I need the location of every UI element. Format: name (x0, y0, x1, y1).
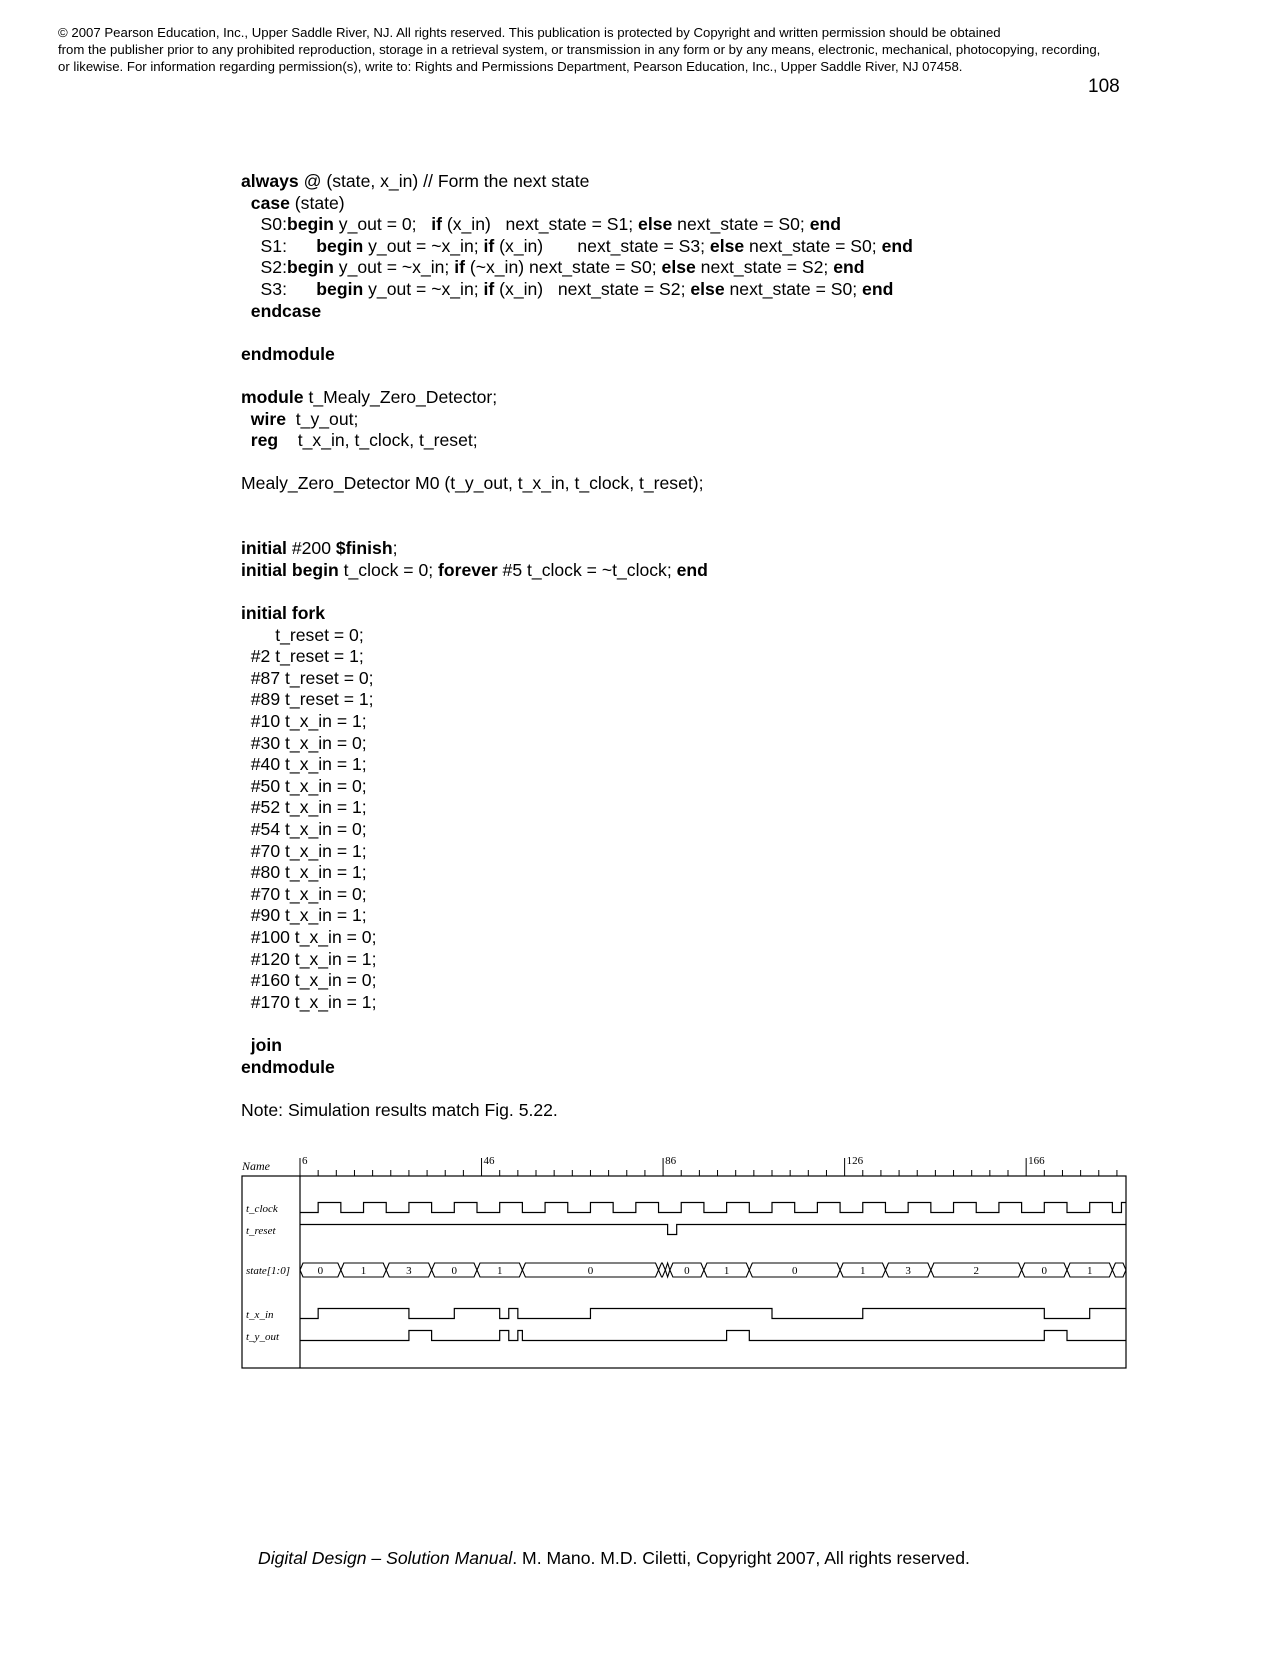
bus-value-label: 1 (496, 1265, 503, 1277)
bus-segment (659, 1263, 666, 1277)
code-line (241, 386, 497, 408)
bus-value-label: 1 (723, 1265, 730, 1277)
code-keyword: reg (250, 430, 279, 451)
code-keyword: initial (241, 538, 287, 559)
code-keyword: begin (316, 279, 364, 299)
code-text: #200 (286, 538, 336, 559)
code-keyword: begin (316, 235, 364, 256)
code-keyword: if (483, 279, 495, 299)
copyright-line: from the publisher prior to any prohibited reproduction, storage in a retrieval system, or transmission in any form or by any means, electronic, mechanical, photocopying, recording, (58, 42, 1101, 57)
code-line (241, 1056, 335, 1078)
code-text: y_out = ~x_in; (363, 235, 484, 256)
page-footer (258, 1548, 970, 1569)
code-text: (x_in) next_state = S3; (494, 235, 710, 256)
code-text: #30 t_x_in = 0; (241, 732, 367, 753)
code-text: #52 t_x_in = 1; (241, 797, 367, 818)
code-keyword: wire (250, 408, 286, 429)
code-line (241, 840, 367, 862)
code-line (241, 732, 367, 754)
code-keyword: end (809, 214, 841, 235)
code-keyword: else (661, 257, 696, 278)
code-keyword: case (250, 192, 290, 213)
bus-value-label: 3 (406, 1265, 412, 1277)
code-keyword: if (483, 235, 495, 256)
code-text: ; (392, 538, 398, 559)
ruler-tick-label: 86 (665, 1155, 677, 1167)
code-line (241, 559, 708, 581)
signal-name-state-1-0-: state[1:0] (246, 1265, 290, 1277)
code-text: #50 t_x_in = 0; (241, 775, 367, 796)
bus-value-label: 1 (360, 1265, 367, 1277)
code-text: #5 t_clock = ~t_clock; (497, 559, 677, 580)
code-text: t_Mealy_Zero_Detector; (303, 387, 498, 407)
code-line (241, 861, 367, 883)
code-line (241, 343, 335, 365)
code-keyword: if (454, 257, 465, 278)
code-line (241, 213, 841, 235)
bus-value-label: 1 (860, 1265, 866, 1277)
code-line (241, 408, 358, 430)
ruler-tick-label: 126 (846, 1155, 864, 1167)
code-text: (x_in) next_state = S1; (441, 214, 639, 235)
code-line (241, 710, 367, 732)
code-text: Note: Simulation results match Fig. 5.22. (241, 1099, 558, 1120)
code-keyword: begin (286, 214, 334, 235)
bus-value-label: 0 (684, 1265, 690, 1277)
code-text: #80 t_x_in = 1; (241, 862, 367, 883)
code-text: t_reset = 0; (241, 624, 364, 645)
footer-book-title: Digital Design – Solution Manual (258, 1548, 513, 1568)
code-text: #10 t_x_in = 1; (241, 711, 367, 731)
code-keyword: end (676, 559, 708, 580)
code-keyword: end (881, 235, 913, 256)
signal-name-t-reset: t_reset (246, 1225, 276, 1237)
code-text (241, 430, 251, 450)
code-line (241, 969, 376, 991)
code-line (241, 775, 367, 797)
code-line (241, 948, 376, 970)
code-line (241, 1099, 558, 1121)
code-line (241, 429, 478, 451)
code-line (241, 796, 367, 818)
code-line (241, 278, 893, 300)
code-line (241, 192, 345, 214)
code-text: (x_in) next_state = S2; (494, 279, 691, 299)
code-line (241, 1034, 282, 1056)
bus-value-label: 0 (791, 1265, 798, 1277)
bus-value-label: 3 (905, 1265, 911, 1277)
code-keyword: else (690, 279, 725, 299)
signal-name-t-y-out: t_y_out (246, 1331, 279, 1343)
code-line (241, 235, 913, 257)
code-text: #89 t_reset = 1; (241, 689, 374, 710)
code-keyword: endmodule (241, 1056, 335, 1077)
code-keyword: else (709, 235, 745, 256)
code-text: #120 t_x_in = 1; (241, 948, 377, 969)
code-keyword: $finish (335, 538, 393, 559)
code-text: (state) (289, 192, 345, 213)
code-line (241, 904, 367, 926)
code-line (241, 624, 364, 646)
code-line (241, 602, 325, 624)
code-line (241, 472, 704, 494)
bus-segment (1112, 1263, 1126, 1277)
code-text: @ (state, x_in) // Form the next state (298, 171, 590, 191)
timing-diagram-svg (238, 1152, 1136, 1382)
code-line (241, 818, 367, 840)
code-text (241, 1035, 251, 1055)
bus-value-label: 0 (451, 1265, 458, 1277)
code-text (241, 193, 251, 213)
copyright-line: or likewise. For information regarding permission(s), write to: Rights and Permissions Department, Pearson Education, Inc., Upper Saddle River, NJ 07458. (58, 59, 963, 74)
copyright-notice (58, 24, 1228, 75)
ruler-tick-label: 166 (1028, 1155, 1045, 1167)
code-text: #70 t_x_in = 0; (241, 883, 367, 904)
code-text: (~x_in) next_state = S0; (464, 257, 662, 278)
code-line (241, 991, 376, 1013)
code-keyword: module (241, 387, 304, 407)
code-keyword: else (638, 214, 673, 235)
code-text (241, 301, 251, 321)
name-column-header: Name (242, 1159, 270, 1173)
waveform-t-reset (300, 1225, 1126, 1235)
code-text: S0: (241, 214, 287, 235)
code-text: S1: (241, 235, 317, 256)
bus-value-label: 2 (973, 1265, 979, 1277)
code-keyword: endmodule (241, 343, 335, 364)
code-line (241, 926, 376, 948)
code-text: #2 t_reset = 1; (241, 646, 364, 667)
waveform-t-clock (300, 1203, 1126, 1213)
bus-value-label: 0 (587, 1265, 594, 1277)
bus-segment (665, 1263, 670, 1277)
code-text: y_out = 0; (333, 214, 432, 235)
code-text: t_y_out; (286, 408, 359, 429)
code-text: #100 t_x_in = 0; (241, 927, 377, 947)
waveform-t-x-in (300, 1309, 1126, 1319)
code-text (241, 409, 251, 429)
code-line (241, 688, 374, 710)
signal-name-t-x-in: t_x_in (246, 1309, 274, 1321)
bus-value-label: 0 (317, 1265, 324, 1277)
code-keyword: end (833, 257, 865, 278)
signal-name-t-clock: t_clock (246, 1203, 278, 1215)
code-text: #87 t_reset = 0; (241, 667, 374, 688)
code-text: y_out = ~x_in; (333, 257, 455, 278)
code-text: t_clock = 0; (338, 559, 439, 580)
code-keyword: initial begin (241, 559, 339, 580)
timing-diagram (238, 1152, 1136, 1382)
code-keyword: end (862, 279, 894, 299)
page-number: 108 (1088, 76, 1120, 97)
code-line (241, 300, 321, 322)
bus-value-label: 1 (1086, 1265, 1093, 1277)
code-line (241, 256, 864, 278)
code-line (241, 667, 374, 689)
code-keyword: if (431, 214, 442, 235)
waveform-t-y-out (300, 1331, 1126, 1341)
code-line (241, 645, 364, 667)
code-text: t_x_in, t_clock, t_reset; (278, 430, 478, 451)
code-keyword: initial fork (241, 603, 326, 623)
code-line (241, 753, 367, 775)
code-keyword: forever (438, 559, 498, 580)
ruler-tick-label: 6 (302, 1155, 308, 1167)
code-text: next_state = S0; (672, 214, 810, 235)
bus-value-label: 0 (1041, 1265, 1048, 1277)
code-keyword: endcase (250, 300, 322, 321)
code-text: #90 t_x_in = 1; (241, 905, 367, 926)
code-line (241, 170, 589, 192)
code-keyword: begin (286, 257, 334, 278)
code-text: #54 t_x_in = 0; (241, 819, 367, 839)
copyright-line: © 2007 Pearson Education, Inc., Upper Saddle River, NJ. All rights reserved. This publication is protected by Copyright and written permission should be obtained (58, 25, 1001, 40)
ruler-tick-label: 46 (483, 1155, 495, 1167)
code-text: #40 t_x_in = 1; (241, 754, 367, 775)
code-text: next_state = S2; (695, 257, 834, 278)
code-line (241, 537, 397, 559)
code-text: next_state = S0; (744, 235, 882, 256)
code-text: #170 t_x_in = 1; (241, 991, 377, 1012)
code-keyword: always (241, 171, 299, 191)
code-text: #70 t_x_in = 1; (241, 840, 367, 861)
code-keyword: join (250, 1035, 283, 1055)
code-text: S3: (241, 279, 317, 299)
code-text: S2: (241, 257, 287, 278)
code-text: y_out = ~x_in; (363, 279, 484, 299)
code-text: Mealy_Zero_Detector M0 (t_y_out, t_x_in, t_clock, t_reset); (241, 473, 704, 494)
code-text: next_state = S0; (724, 279, 863, 299)
code-text: #160 t_x_in = 0; (241, 970, 377, 991)
code-line (241, 883, 367, 905)
footer-authors: . M. Mano. M.D. Ciletti, Copyright 2007, All rights reserved. (512, 1548, 970, 1568)
